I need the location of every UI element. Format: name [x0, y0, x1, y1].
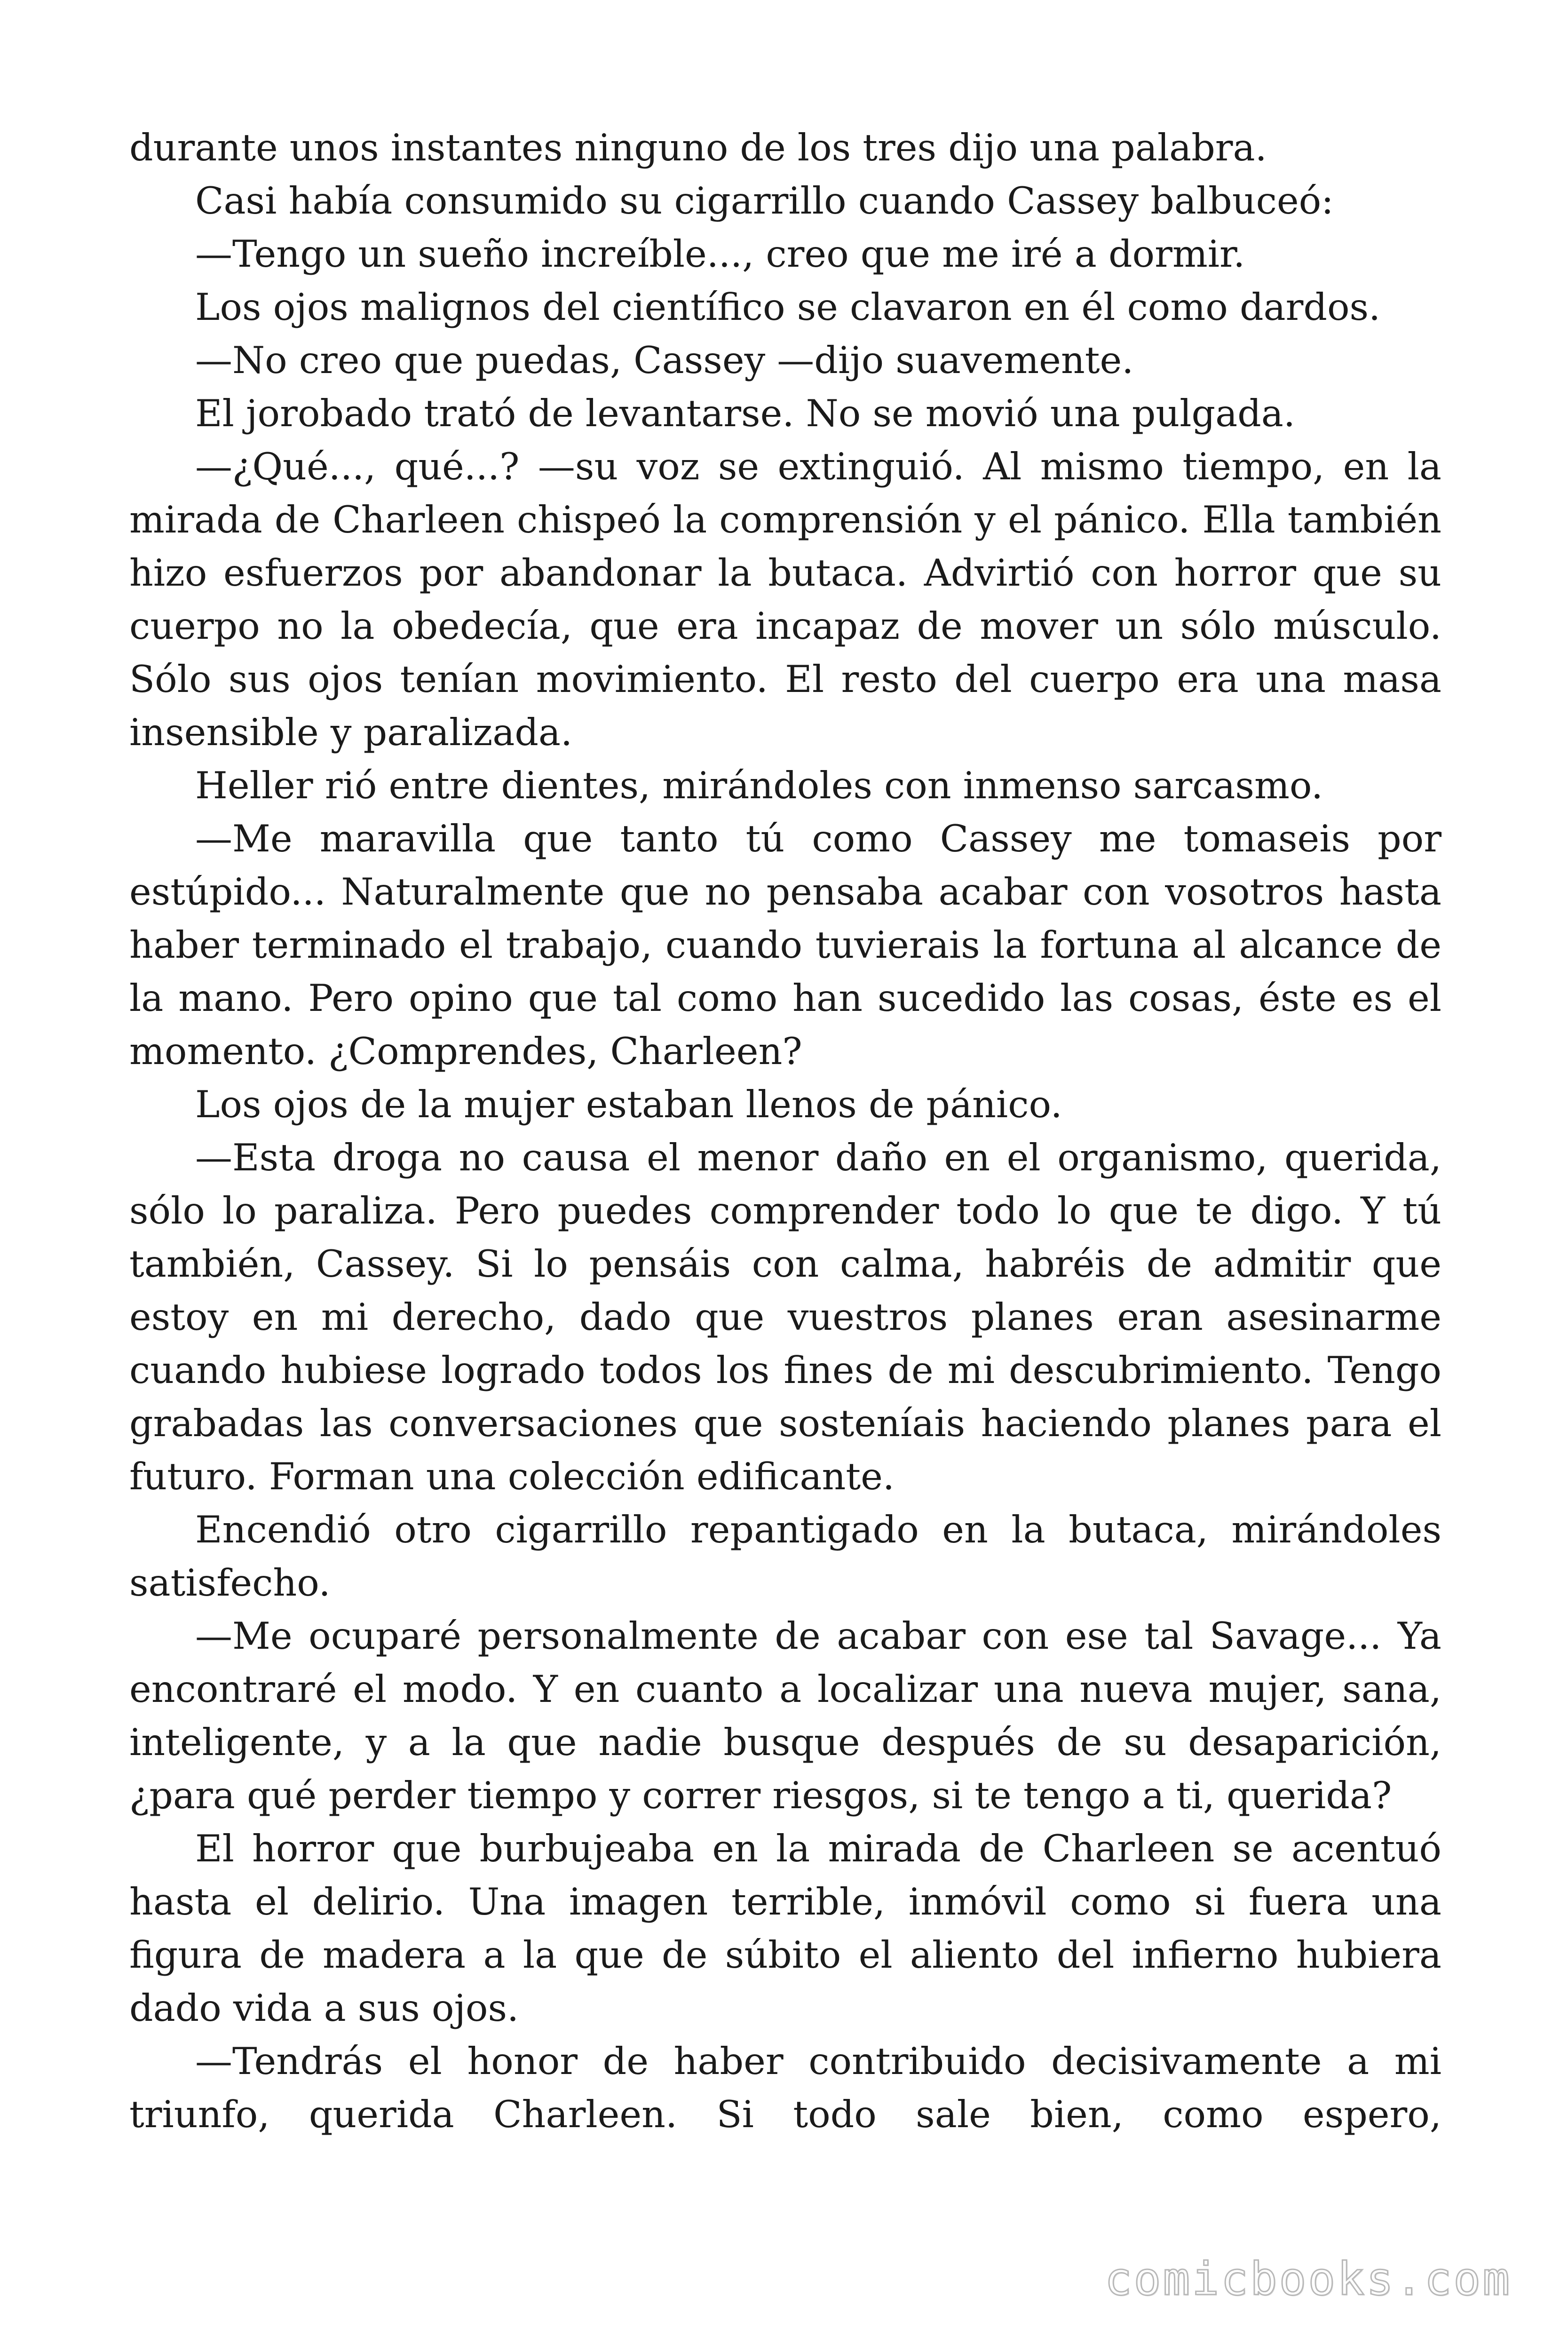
paragraph: El horror que burbujeaba en la mirada de Charleen se acentuó hasta el delirio. Una imagen terrible, inmóvil como si fuera una figura de madera a la que de súbito el aliento del infierno hubiera dado vida a sus ojos.	[129, 1827, 1441, 2030]
paragraph: —Me maravilla que tanto tú como Cassey me tomaseis por estúpido... Naturalmente que no pensaba acabar con vosotros hasta haber terminado el trabajo, cuando tuvierais la fortuna al alcance de la mano. Pero opino que tal como han sucedido las cosas, éste es el momento. ¿Comprendes, Charleen?	[129, 817, 1441, 1073]
paragraph: —No creo que puedas, Cassey —dijo suavemente.	[195, 339, 1134, 382]
watermark-logo: comicbooks.com	[1104, 2253, 1512, 2305]
paragraph: Heller rió entre dientes, mirándoles con inmenso sarcasmo.	[195, 764, 1323, 807]
paragraph: durante unos instantes ninguno de los tres dijo una palabra.	[129, 126, 1267, 169]
paragraph: El jorobado trató de levantarse. No se movió una pulgada.	[195, 392, 1295, 435]
paragraph: —Me ocuparé personalmente de acabar con ese tal Savage... Ya encontraré el modo. Y en cuanto a localizar una nueva mujer, sana, inteligente, y a la que nadie busque después de su desaparición, ¿para qué perder tiempo y correr riesgos, si te tengo a ti, querida?	[129, 1614, 1441, 1817]
paragraph: —Esta droga no causa el menor daño en el organismo, querida, sólo lo paraliza. Pero puedes comprender todo lo que te digo. Y tú también, Cassey. Si lo pensáis con calma, habréis de admitir que estoy en mi derecho, dado que vuestros planes eran asesinarme cuando hubiese logrado todos los fines de mi descubrimiento. Tengo grabadas las conversaciones que sosteníais haciendo planes para el futuro. Forman una colección edificante.	[129, 1136, 1441, 1498]
paragraph: Los ojos de la mujer estaban llenos de pánico.	[195, 1083, 1062, 1126]
paragraph: —Tengo un sueño increíble..., creo que me iré a dormir.	[195, 232, 1245, 276]
paragraph: Casi había consumido su cigarrillo cuando Cassey balbuceó:	[195, 179, 1334, 222]
body-text	[129, 121, 1441, 2141]
paragraph: —Tendrás el honor de haber contribuido decisivamente a mi triunfo, querida Charleen. Si todo sale bien, como espero,	[129, 2040, 1441, 2136]
paragraph: Encendió otro cigarrillo repantigado en la butaca, mirándoles satisfecho.	[129, 1508, 1441, 1605]
paragraph: Los ojos malignos del científico se clavaron en él como dardos.	[195, 286, 1381, 329]
paragraph: —¿Qué..., qué...? —su voz se extinguió. Al mismo tiempo, en la mirada de Charleen chispeó la comprensión y el pánico. Ella también hizo esfuerzos por abandonar la butaca. Advirtió con horror que su cuerpo no la obedecía, que era incapaz de mover un sólo músculo. Sólo sus ojos tenían movimiento. El resto del cuerpo era una masa insensible y paralizada.	[129, 445, 1441, 754]
